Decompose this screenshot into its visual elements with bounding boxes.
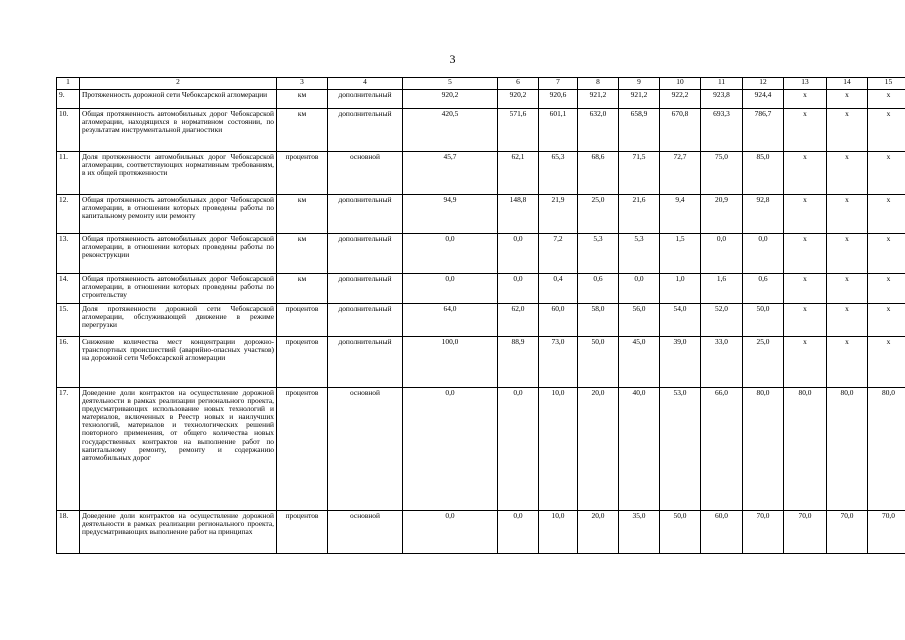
column-header: 6 <box>498 78 539 90</box>
table-row <box>57 388 905 511</box>
value-cell: 920,2 <box>403 90 498 109</box>
value-cell: 50,0 <box>743 304 784 337</box>
column-header: 1 <box>57 78 80 90</box>
unit-cell: км <box>277 195 328 234</box>
value-cell: х <box>827 152 868 195</box>
value-cell: х <box>868 337 905 388</box>
value-cell: х <box>827 234 868 274</box>
value-cell: 0,0 <box>403 274 498 304</box>
row-number-cell: 9. <box>57 90 80 109</box>
value-cell: 68,6 <box>578 152 619 195</box>
value-cell: 920,2 <box>498 90 539 109</box>
value-cell: 921,2 <box>619 90 660 109</box>
indicator-type-cell: дополнительный <box>328 195 403 234</box>
value-cell: 54,0 <box>660 304 701 337</box>
value-cell: х <box>784 90 827 109</box>
value-cell: 94,9 <box>403 195 498 234</box>
column-header: 2 <box>80 78 277 90</box>
value-cell: 922,2 <box>660 90 701 109</box>
value-cell: 70,0 <box>827 511 868 554</box>
value-cell: 65,3 <box>539 152 578 195</box>
value-cell: 670,8 <box>660 109 701 152</box>
value-cell: 85,0 <box>743 152 784 195</box>
value-cell: х <box>827 109 868 152</box>
value-cell: х <box>784 195 827 234</box>
value-cell: 0,4 <box>539 274 578 304</box>
indicator-type-cell: дополнительный <box>328 109 403 152</box>
value-cell: 25,0 <box>743 337 784 388</box>
value-cell: 35,0 <box>619 511 660 554</box>
value-cell: 5,3 <box>578 234 619 274</box>
value-cell: 1,6 <box>701 274 743 304</box>
indicator-type-cell: дополнительный <box>328 274 403 304</box>
value-cell: 58,0 <box>578 304 619 337</box>
value-cell: х <box>784 234 827 274</box>
unit-cell: процентов <box>277 388 328 511</box>
table-row <box>57 152 905 195</box>
value-cell: 40,0 <box>619 388 660 511</box>
value-cell: 1,5 <box>660 234 701 274</box>
value-cell: 21,9 <box>539 195 578 234</box>
row-number-cell: 17. <box>57 388 80 511</box>
value-cell: 923,8 <box>701 90 743 109</box>
value-cell: х <box>827 195 868 234</box>
value-cell: 56,0 <box>619 304 660 337</box>
column-header: 12 <box>743 78 784 90</box>
column-header: 3 <box>277 78 328 90</box>
indicator-type-cell: основной <box>328 511 403 554</box>
value-cell: х <box>868 109 905 152</box>
value-cell: 0,0 <box>403 388 498 511</box>
value-cell: 88,9 <box>498 337 539 388</box>
value-cell: 0,6 <box>743 274 784 304</box>
value-cell: 0,0 <box>498 388 539 511</box>
indicator-name-cell: Общая протяженность автомобильных дорог Чебоксарской агломерации, в отношении которых проведены работы по реконструкции <box>80 234 277 274</box>
value-cell: 0,0 <box>701 234 743 274</box>
column-header: 11 <box>701 78 743 90</box>
value-cell: 7,2 <box>539 234 578 274</box>
value-cell: х <box>784 152 827 195</box>
value-cell: 52,0 <box>701 304 743 337</box>
table-row <box>57 109 905 152</box>
unit-cell: км <box>277 109 328 152</box>
value-cell: х <box>784 274 827 304</box>
indicator-type-cell: основной <box>328 152 403 195</box>
value-cell: 60,0 <box>539 304 578 337</box>
indicator-name-cell: Доля протяженности автомобильных дорог Чебоксарской агломерации, соответствующих нормативным требованиям, в их общей протяженности <box>80 152 277 195</box>
column-header: 8 <box>578 78 619 90</box>
value-cell: 0,0 <box>498 274 539 304</box>
value-cell: 0,6 <box>578 274 619 304</box>
column-header: 10 <box>660 78 701 90</box>
value-cell: х <box>868 274 905 304</box>
value-cell: 921,2 <box>578 90 619 109</box>
value-cell: 0,0 <box>498 511 539 554</box>
value-cell: 0,0 <box>498 234 539 274</box>
value-cell: 71,5 <box>619 152 660 195</box>
table-row <box>57 90 905 109</box>
value-cell: 658,9 <box>619 109 660 152</box>
value-cell: 62,0 <box>498 304 539 337</box>
value-cell: х <box>827 337 868 388</box>
table-row <box>57 337 905 388</box>
value-cell: 33,0 <box>701 337 743 388</box>
unit-cell: км <box>277 234 328 274</box>
row-number-cell: 18. <box>57 511 80 554</box>
value-cell: х <box>784 109 827 152</box>
table-row <box>57 274 905 304</box>
value-cell: 0,0 <box>743 234 784 274</box>
value-cell: 53,0 <box>660 388 701 511</box>
value-cell: 80,0 <box>827 388 868 511</box>
column-header: 13 <box>784 78 827 90</box>
indicator-name-cell: Протяженность дорожной сети Чебоксарской агломерации <box>80 90 277 109</box>
value-cell: 920,6 <box>539 90 578 109</box>
value-cell: х <box>827 304 868 337</box>
value-cell: 1,0 <box>660 274 701 304</box>
indicator-type-cell: дополнительный <box>328 234 403 274</box>
value-cell: 21,6 <box>619 195 660 234</box>
value-cell: 75,0 <box>701 152 743 195</box>
value-cell: 693,3 <box>701 109 743 152</box>
indicator-name-cell: Доведение доли контрактов на осуществление дорожной деятельности в рамках реализации регионального проекта, предусматривающих использование новых технологий и материалов, включенных в Реестр новых и наилучших технологий, материалов и технологических решений повторного применения, от общего количества новых государственных контрактов на выполнение работ по капитальному ремонту, ремонту и содержанию автомобильных дорог <box>80 388 277 511</box>
row-number-cell: 12. <box>57 195 80 234</box>
table-header-row <box>57 78 905 90</box>
value-cell: 420,5 <box>403 109 498 152</box>
unit-cell: км <box>277 274 328 304</box>
indicator-type-cell: дополнительный <box>328 337 403 388</box>
value-cell: 80,0 <box>784 388 827 511</box>
value-cell: 100,0 <box>403 337 498 388</box>
unit-cell: процентов <box>277 511 328 554</box>
value-cell: 601,1 <box>539 109 578 152</box>
row-number-cell: 15. <box>57 304 80 337</box>
value-cell: 20,0 <box>578 388 619 511</box>
row-number-cell: 10. <box>57 109 80 152</box>
value-cell: 45,0 <box>619 337 660 388</box>
row-number-cell: 13. <box>57 234 80 274</box>
unit-cell: км <box>277 90 328 109</box>
row-number-cell: 16. <box>57 337 80 388</box>
value-cell: 72,7 <box>660 152 701 195</box>
indicator-name-cell: Доля протяженности дорожной сети Чебоксарской агломерации, обслуживающей движение в режиме перегрузки <box>80 304 277 337</box>
column-header: 5 <box>403 78 498 90</box>
indicator-name-cell: Общая протяженность автомобильных дорог Чебоксарской агломерации, в отношении которых проведены работы по строительству <box>80 274 277 304</box>
table-row <box>57 234 905 274</box>
value-cell: 50,0 <box>660 511 701 554</box>
value-cell: х <box>868 90 905 109</box>
row-number-cell: 11. <box>57 152 80 195</box>
value-cell: 92,8 <box>743 195 784 234</box>
table-row <box>57 195 905 234</box>
indicator-name-cell: Общая протяженность автомобильных дорог Чебоксарской агломерации, в отношении которых проведены работы по капитальному ремонту или ремонту <box>80 195 277 234</box>
value-cell: 571,6 <box>498 109 539 152</box>
column-header: 14 <box>827 78 868 90</box>
indicator-type-cell: дополнительный <box>328 90 403 109</box>
column-header: 4 <box>328 78 403 90</box>
unit-cell: процентов <box>277 152 328 195</box>
indicators-table <box>56 77 905 554</box>
value-cell: 80,0 <box>868 388 905 511</box>
value-cell: 62,1 <box>498 152 539 195</box>
indicator-name-cell: Общая протяженность автомобильных дорог Чебоксарской агломерации, находящихся в нормативном состоянии, по результатам инструментальной диагностики <box>80 109 277 152</box>
value-cell: х <box>827 90 868 109</box>
value-cell: х <box>868 304 905 337</box>
value-cell: 60,0 <box>701 511 743 554</box>
column-header: 15 <box>868 78 905 90</box>
value-cell: 148,8 <box>498 195 539 234</box>
value-cell: 70,0 <box>784 511 827 554</box>
value-cell: х <box>868 234 905 274</box>
value-cell: 50,0 <box>578 337 619 388</box>
value-cell: 0,0 <box>619 274 660 304</box>
value-cell: 786,7 <box>743 109 784 152</box>
unit-cell: процентов <box>277 304 328 337</box>
value-cell: х <box>784 337 827 388</box>
table-row <box>57 511 905 554</box>
column-header: 9 <box>619 78 660 90</box>
table-row <box>57 304 905 337</box>
indicator-type-cell: основной <box>328 388 403 511</box>
indicator-type-cell: дополнительный <box>328 304 403 337</box>
value-cell: 45,7 <box>403 152 498 195</box>
value-cell: х <box>827 274 868 304</box>
indicator-name-cell: Доведение доли контрактов на осуществление дорожной деятельности в рамках реализации регионального проекта, предусматривающих выполнение работ на принципах <box>80 511 277 554</box>
value-cell: 70,0 <box>868 511 905 554</box>
value-cell: х <box>868 152 905 195</box>
column-header: 7 <box>539 78 578 90</box>
value-cell: х <box>784 304 827 337</box>
unit-cell: процентов <box>277 337 328 388</box>
value-cell: 632,0 <box>578 109 619 152</box>
page-number: 3 <box>449 52 456 66</box>
value-cell: 0,0 <box>403 234 498 274</box>
value-cell: 10,0 <box>539 511 578 554</box>
value-cell: 5,3 <box>619 234 660 274</box>
value-cell: 64,0 <box>403 304 498 337</box>
value-cell: 10,0 <box>539 388 578 511</box>
row-number-cell: 14. <box>57 274 80 304</box>
value-cell: 66,0 <box>701 388 743 511</box>
value-cell: 25,0 <box>578 195 619 234</box>
value-cell: 39,0 <box>660 337 701 388</box>
value-cell: 20,0 <box>578 511 619 554</box>
value-cell: 924,4 <box>743 90 784 109</box>
value-cell: 0,0 <box>403 511 498 554</box>
value-cell: х <box>868 195 905 234</box>
indicator-name-cell: Снижение количества мест концентрации дорожно-транспортных происшествий (аварийно-опасных участков) на дорожной сети Чебоксарской агломерации <box>80 337 277 388</box>
value-cell: 70,0 <box>743 511 784 554</box>
value-cell: 73,0 <box>539 337 578 388</box>
value-cell: 80,0 <box>743 388 784 511</box>
value-cell: 9,4 <box>660 195 701 234</box>
value-cell: 20,9 <box>701 195 743 234</box>
